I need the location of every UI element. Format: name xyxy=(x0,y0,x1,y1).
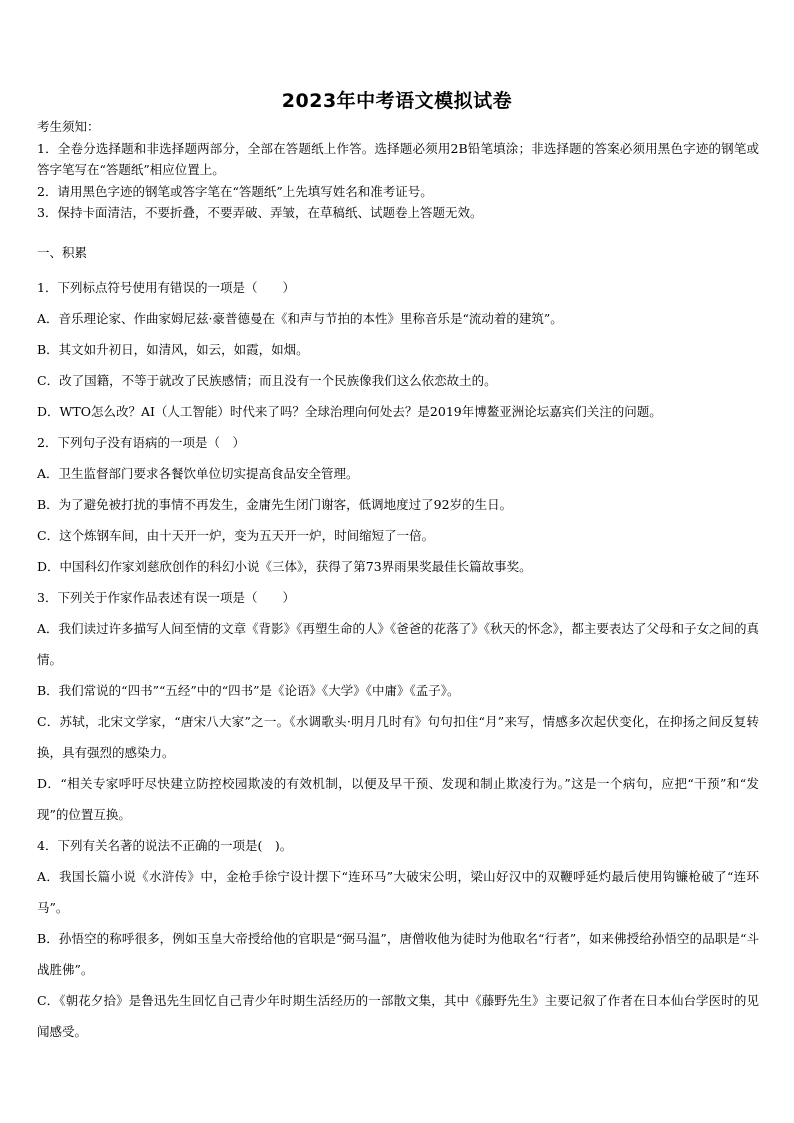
question-stem: 1．下列标点符号使用有错误的一项是（ ） xyxy=(37,280,295,295)
question-stem: 2．下列句子没有语病的一项是（ ） xyxy=(37,435,245,450)
section-heading: 一、积累 xyxy=(37,245,88,260)
question-option: D．中国科幻作家刘慈欣创作的科幻小说《三体》，获得了第73界雨果奖最佳长篇故事奖。 xyxy=(37,559,532,574)
question-option: C．这个炼钢车间，由十天开一炉，变为五天开一炉，时间缩短了一倍。 xyxy=(37,528,435,543)
question-option: C．苏轼，北宋文学家，“唐宋八大家”之一。《水调歌头·明月几时有》句句扣住“月”来写，情感多次起伏变化，在抑扬之间反复转换，具有强烈的感染力。 xyxy=(37,714,759,760)
question-option: A．我们读过许多描写人间至情的文章《背影》《再塑生命的人》《爸爸的花落了》《秋天的怀念》，都主要表达了父母和子女之间的真情。 xyxy=(37,621,759,667)
question-option: A．我国长篇小说《水浒传》中，金枪手徐宁设计摆下“连环马”大破宋公明，梁山好汉中的双鞭呼延灼最后使用钩镰枪破了“连环马”。 xyxy=(37,869,759,915)
question-option: D．WTO怎么改？AI（人工智能）时代来了吗？全球治理向何处去？是2019年博鳌亚洲论坛嘉宾们关注的问题。 xyxy=(37,404,662,419)
question-option: B．我们常说的“四书”“五经”中的“四书”是《论语》《大学》《中庸》《孟子》。 xyxy=(37,683,460,698)
question-3 xyxy=(37,582,759,830)
question-option: B．为了避免被打扰的事情不再发生，金庸先生闭门谢客，低调地度过了92岁的生日。 xyxy=(37,497,513,512)
notice-item: 3．保持卡面清洁，不要折叠，不要弄破、弄皱，在草稿纸、试题卷上答题无效。 xyxy=(37,205,483,220)
question-option: A．卫生监督部门要求各餐饮单位切实提高食品安全管理。 xyxy=(37,466,359,481)
question-4 xyxy=(37,830,759,1047)
question-stem: 3．下列关于作家作品表述有误一项是（ ） xyxy=(37,590,295,605)
question-option: B．其文如升初日，如清风，如云，如霞，如烟。 xyxy=(37,342,309,357)
question-option: B．孙悟空的称呼很多，例如玉皇大帝授给他的官职是“弼马温”，唐僧收他为徒时为他取名“行者”，如来佛授给孙悟空的品职是“斗战胜佛”。 xyxy=(37,931,759,977)
notice-item: 2．请用黑色字迹的钢笔或答字笔在“答题纸”上先填写姓名和准考证号。 xyxy=(37,183,433,199)
page-title: 2023年中考语文模拟试卷 xyxy=(281,90,513,112)
question-1 xyxy=(37,272,759,427)
question-2 xyxy=(37,427,759,582)
exam-content xyxy=(37,243,759,1047)
question-option: C．《朝花夕拾》是鲁迅先生回忆自己青少年时期生活经历的一部散文集，其中《藤野先生》主要记叙了作者在日本仙台学医时的见闻感受。 xyxy=(37,993,759,1039)
notice-item: 1．全卷分选择题和非选择题两部分，全部在答题纸上作答。选择题必须用2B铅笔填涂；非选择题的答案必须用黑色字迹的钢笔或答字笔写在“答题纸”相应位置上。 xyxy=(37,140,759,177)
question-option: C．改了国籍，不等于就改了民族感情；而且没有一个民族像我们这么依恋故土的。 xyxy=(37,373,497,388)
exam-notice xyxy=(37,116,759,224)
question-stem: 4．下列有关名著的说法不正确的一项是( )。 xyxy=(37,838,293,853)
question-option: A．音乐理论家、作曲家姆尼兹·豪普德曼在《和声与节拍的本性》里称音乐是“流动着的建筑”。 xyxy=(37,311,563,326)
notice-heading: 考生须知： xyxy=(37,119,100,134)
question-option: D．“相关专家呼吁尽快建立防控校园欺凌的有效机制，以便及早干预、发现和制止欺凌行为。”这是一个病句，应把“干预”和“发现”的位置互换。 xyxy=(37,776,759,822)
